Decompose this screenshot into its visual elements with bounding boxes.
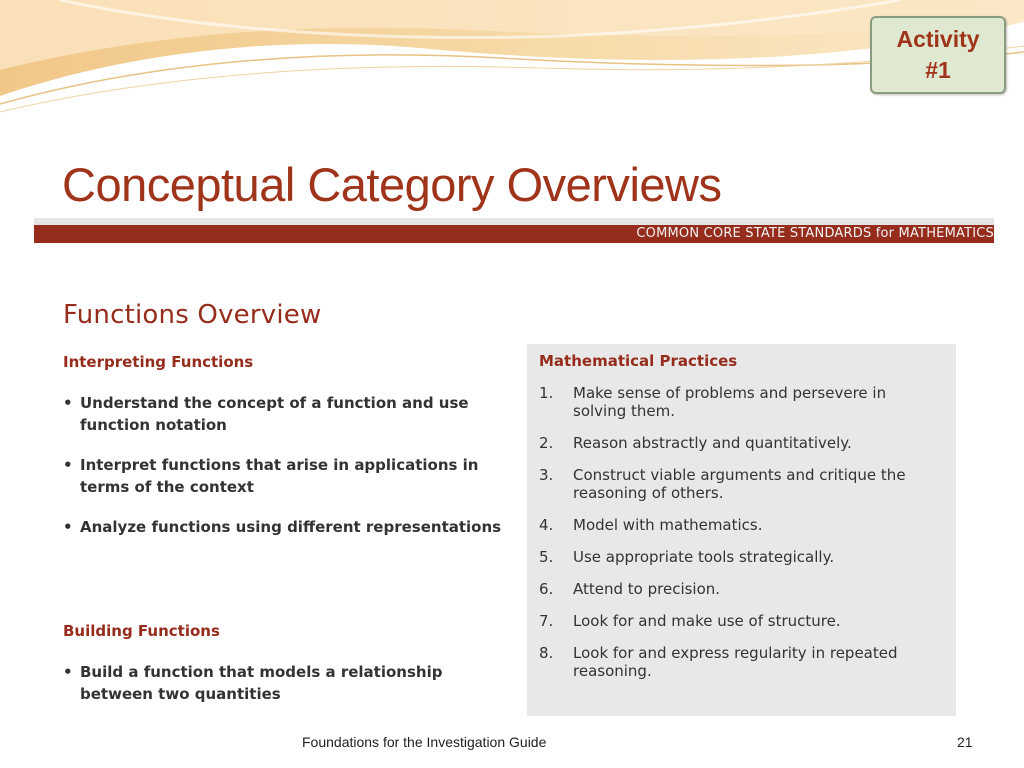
item-text: Use appropriate tools strategically. (573, 548, 835, 566)
footer-text: Foundations for the Investigation Guide (302, 734, 547, 750)
item-text: Model with mathematics. (573, 516, 763, 534)
item-number: 1. (539, 384, 554, 402)
list-item: • Build a function that models a relationship between two quantities (63, 661, 503, 705)
building-functions-list (63, 661, 503, 723)
item-number: 2. (539, 434, 554, 452)
interpreting-functions-heading: Interpreting Functions (63, 353, 254, 371)
item-number: 7. (539, 612, 554, 630)
list-item (539, 466, 944, 502)
mathematical-practices-list (539, 384, 944, 680)
functions-overview-title: Functions Overview (63, 300, 322, 330)
list-item (539, 644, 944, 680)
mathematical-practices-title: Mathematical Practices (539, 352, 738, 370)
interpreting-functions-list (63, 392, 503, 556)
item-text: Make sense of problems and persevere in solving them. (573, 384, 887, 420)
header-band (34, 225, 994, 243)
item-number: 3. (539, 466, 554, 484)
item-number: 5. (539, 548, 554, 566)
list-item (539, 580, 944, 598)
list-item: • Interpret functions that arise in applications in terms of the context (63, 454, 503, 498)
list-item (539, 434, 944, 452)
list-item (539, 548, 944, 566)
activity-label: Activity (896, 26, 980, 52)
item-number: 6. (539, 580, 554, 598)
list-item (539, 612, 944, 630)
building-functions-heading: Building Functions (63, 622, 220, 640)
page-number: 21 (957, 734, 973, 750)
activity-number: #1 (925, 57, 951, 83)
header-band-text: COMMON CORE STATE STANDARDS for MATHEMATICS (636, 226, 994, 241)
mathematical-practices-panel (527, 344, 956, 716)
list-item (539, 516, 944, 534)
header-divider (34, 218, 994, 225)
item-text: Look for and express regularity in repeated reasoning. (573, 644, 898, 680)
item-number: 8. (539, 644, 554, 662)
item-text: Reason abstractly and quantitatively. (573, 434, 852, 452)
item-text: Look for and make use of structure. (573, 612, 841, 630)
list-item: • Analyze functions using different representations (63, 516, 503, 538)
list-item (539, 384, 944, 420)
item-text: Attend to precision. (573, 580, 721, 598)
slide-title: Conceptual Category Overviews (62, 158, 722, 211)
list-item: • Understand the concept of a function and use function notation (63, 392, 503, 436)
item-number: 4. (539, 516, 554, 534)
item-text: Construct viable arguments and critique the reasoning of others. (573, 466, 906, 502)
activity-badge (870, 16, 1006, 94)
